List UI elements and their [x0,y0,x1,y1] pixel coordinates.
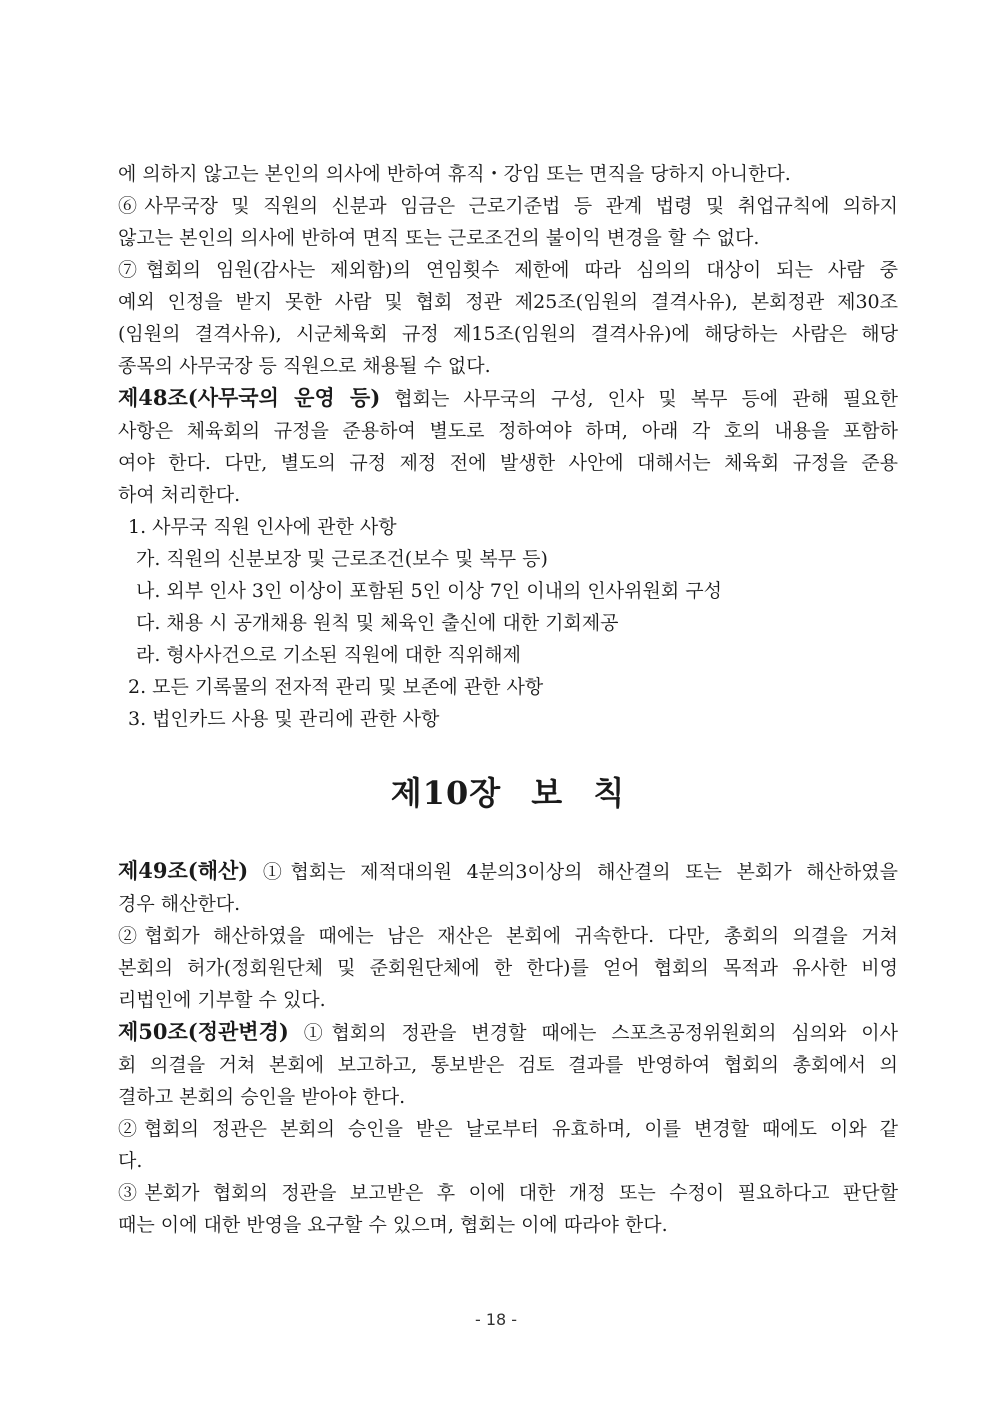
chapter-title: 제10장 보 칙 [390,774,626,812]
list-subitem: 가. 직원의 신분보장 및 근로조건(보수 및 복무 등) [136,548,548,570]
list-item: 1. 사무국 직원 인사에 관한 사항 [128,516,397,538]
article-48-line-1 [118,382,898,415]
list-subitem: 라. 형사사건으로 기소된 직원에 대한 직위해제 [136,644,521,666]
paragraph-6-line-2: 않고는 본인의 의사에 반하여 면직 또는 근로조건의 불이익 변경을 할 수 없다. [118,227,760,249]
article-50-line-4: ②협회의 정관은 본회의 승인을 받은 날로부터 유효하며, 이를 변경할 때에도 이와 같 [118,1118,898,1140]
document-body [118,158,898,1241]
article-50-line-3: 결하고 본회의 승인을 받아야 한다. [118,1086,406,1108]
article-49-line-4: 본회의 허가(정회원단체 및 준회원단체에 한 한다)를 얻어 협회의 목적과 유사한 비영 [118,957,898,979]
paragraph-continuation: 에 의하지 않고는 본인의 의사에 반하여 휴직・강임 또는 면직을 당하지 아니한다. [118,163,791,185]
list-item: 2. 모든 기록물의 전자적 관리 및 보존에 관한 사항 [128,676,544,698]
article-50-line-5: 다. [118,1150,143,1172]
article-49-line-5: 리법인에 기부할 수 있다. [118,989,326,1011]
article-48-title: 제48조(사무국의 운영 등) [118,385,381,410]
article-48-line-4: 하여 처리한다. [118,484,241,506]
article-50-line-7: 때는 이에 대한 반영을 요구할 수 있으며, 협회는 이에 따라야 한다. [118,1214,668,1236]
article-49-text-1: ①협회는 제적대의원 4분의3이상의 해산결의 또는 본회가 해산하였을 [248,861,898,883]
paragraph-6-line-1: ⑥사무국장 및 직원의 신분과 임금은 근로기준법 등 관계 법령 및 취업규칙에 의하지 [118,195,898,217]
paragraph-7-line-3: (임원의 결격사유), 시군체육회 규정 제15조(임원의 결격사유)에 해당하는 사람은 해당 [118,323,898,345]
article-50-line-2: 회 의결을 거쳐 본회에 보고하고, 통보받은 검토 결과를 반영하여 협회의 총회에서 의 [118,1054,898,1076]
article-50-text-1: ①협회의 정관을 변경할 때에는 스포츠공정위원회의 심의와 이사 [288,1022,898,1044]
article-48-line-2: 사항은 체육회의 규정을 준용하여 별도로 정하여야 하며, 아래 각 호의 내용을 포함하 [118,420,898,442]
page-number: - 18 - [474,1310,518,1329]
paragraph-7-line-4: 종목의 사무국장 등 직원으로 채용될 수 없다. [118,355,491,377]
article-50-line-6: ③본회가 협회의 정관을 보고받은 후 이에 대한 개정 또는 수정이 필요하다고 판단할 [118,1182,898,1204]
list-subitem: 나. 외부 인사 3인 이상이 포함된 5인 이상 7인 이내의 인사위원회 구성 [136,580,722,602]
article-49-line-2: 경우 해산한다. [118,893,241,915]
article-50-title: 제50조(정관변경) [118,1019,289,1044]
article-49-line-1 [118,855,898,888]
list-subitem: 다. 채용 시 공개채용 원칙 및 체육인 출신에 대한 기회제공 [136,612,619,634]
paragraph-7-line-2: 예외 인정을 받지 못한 사람 및 협회 정관 제25조(임원의 결격사유), 본회정관 제30조 [118,291,898,313]
list-item: 3. 법인카드 사용 및 관리에 관한 사항 [128,708,440,730]
paragraph-7-line-1: ⑦협회의 임원(감사는 제외함)의 연임횟수 제한에 따라 심의의 대상이 되는 사람 중 [118,259,898,281]
article-49-title: 제49조(해산) [118,858,249,883]
article-50-line-1 [118,1016,898,1049]
article-48-text-1: 협회는 사무국의 구성, 인사 및 복무 등에 관해 필요한 [380,388,898,410]
article-48-line-3: 여야 한다. 다만, 별도의 규정 제정 전에 발생한 사안에 대해서는 체육회 규정을 준용 [118,452,898,474]
article-49-line-3: ②협회가 해산하였을 때에는 남은 재산은 본회에 귀속한다. 다만, 총회의 의결을 거쳐 [118,925,898,947]
